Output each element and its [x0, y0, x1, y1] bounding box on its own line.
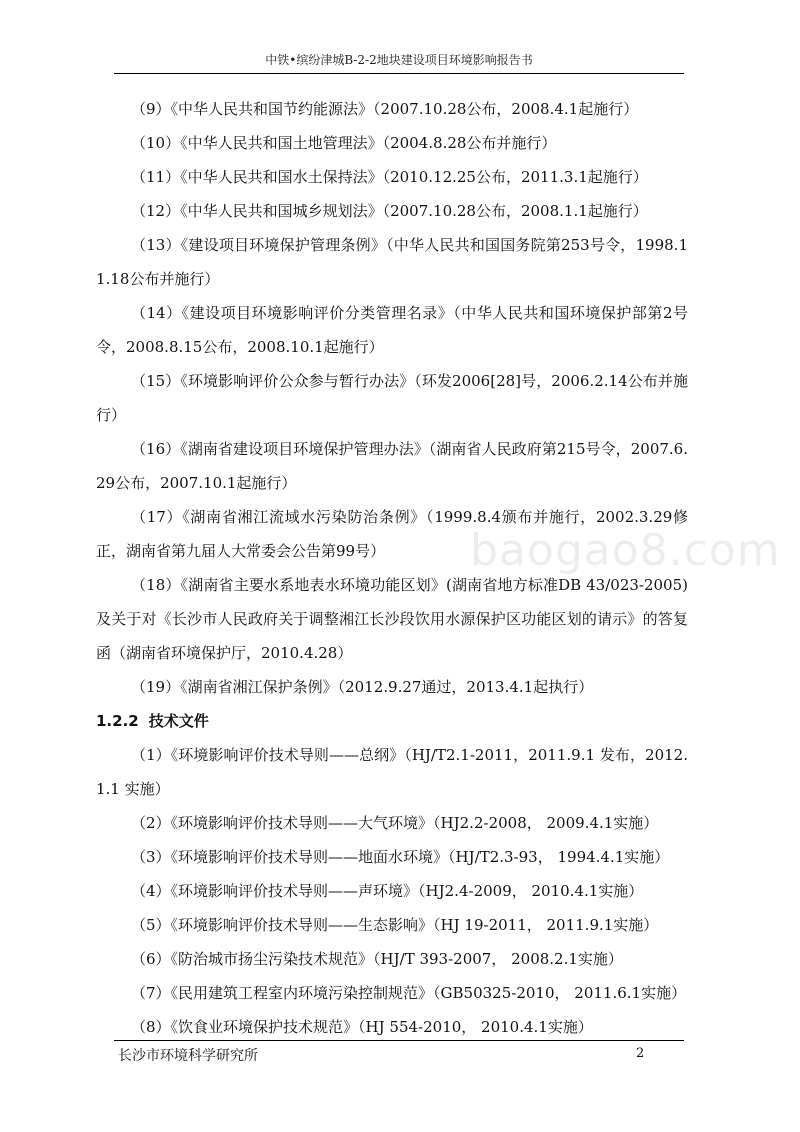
tech-item-7: （7）《民用建筑工程室内环境污染控制规范》（GB50325-2010， 2011.6.1实施） — [131, 984, 687, 1002]
law-item-18: （18）《湖南省主要水系地表水环境功能区划》(湖南省地方标准DB 43/023-2005)及关于对《长沙市人民政府关于调整湘江长沙段饮用水源保护区功能区划的请示》的答复函（湖南省环境保护厅，2010.4.28） — [96, 576, 688, 662]
page-number: 2 — [636, 1046, 645, 1061]
footer-organization: 长沙市环境科学研究所 — [118, 1048, 258, 1064]
tech-item-1: （1）《环境影响评价技术导则——总纲》（HJ/T2.1-2011，2011.9.1 发布，2012.1.1 实施） — [96, 746, 688, 798]
tech-item-2: （2）《环境影响评价技术导则——大气环境》（HJ2.2-2008， 2009.4.1实施） — [131, 814, 659, 832]
law-item-12: （12）《中华人民共和国城乡规划法》（2007.10.28公布，2008.1.1起施行） — [131, 202, 648, 220]
tech-item-8: （8）《饮食业环境保护技术规范》（HJ 554-2010， 2010.4.1实施） — [131, 1018, 593, 1036]
section-heading — [96, 704, 688, 738]
tech-item-6: （6）《防治城市扬尘污染技术规范》（HJ/T 393-2007， 2008.2.1实施） — [131, 950, 623, 968]
law-item-15: （15）《环境影响评价公众参与暂行办法》（环发2006[28]号，2006.2.14公布并施行） — [96, 372, 688, 424]
section-title: 技术文件 — [148, 712, 209, 730]
law-item-17: （17）《湖南省湘江流域水污染防治条例》（1999.8.4颁布并施行，2002.3.29修正，湖南省第九届人大常委会公告第99号） — [96, 508, 688, 560]
law-item-11: （11）《中华人民共和国水土保持法》（2010.12.25公布，2011.3.1起施行） — [131, 168, 648, 186]
header-divider — [114, 73, 684, 74]
tech-item-3: （3）《环境影响评价技术导则——地面水环境》（HJ/T2.3-93， 1994.4.1实施） — [131, 848, 670, 866]
watermark-text: baogao8.com — [470, 525, 781, 576]
document-body — [96, 92, 688, 1044]
law-item-10: （10）《中华人民共和国土地管理法》（2004.8.28公布并施行） — [131, 134, 557, 152]
tech-item-4: （4）《环境影响评价技术导则——声环境》（HJ2.4-2009， 2010.4.1实施） — [131, 882, 644, 900]
tech-item-5: （5）《环境影响评价技术导则——生态影响》（HJ 19-2011， 2011.9.1实施） — [131, 916, 659, 934]
law-item-13: （13）《建设项目环境保护管理条例》（中华人民共和国国务院第253号令，1998.11.18公布并施行） — [96, 236, 688, 288]
law-item-16: （16）《湖南省建设项目环境保护管理办法》（湖南省人民政府第215号令，2007.6.29公布，2007.10.1起施行） — [96, 440, 688, 492]
section-number: 1.2.2 — [96, 712, 139, 730]
page-header-title: 中铁•缤纷津城B-2-2地块建设项目环境影响报告书 — [265, 53, 533, 67]
law-item-14: （14）《建设项目环境影响评价分类管理名录》（中华人民共和国环境保护部第2号令，2008.8.15公布，2008.10.1起施行） — [96, 304, 688, 356]
footer-divider — [114, 1040, 684, 1041]
law-item-9: （9）《中华人民共和国节约能源法》（2007.10.28公布，2008.4.1起施行） — [131, 100, 639, 118]
law-item-19: （19）《湖南省湘江保护条例》（2012.9.27通过，2013.4.1起执行） — [131, 678, 594, 696]
